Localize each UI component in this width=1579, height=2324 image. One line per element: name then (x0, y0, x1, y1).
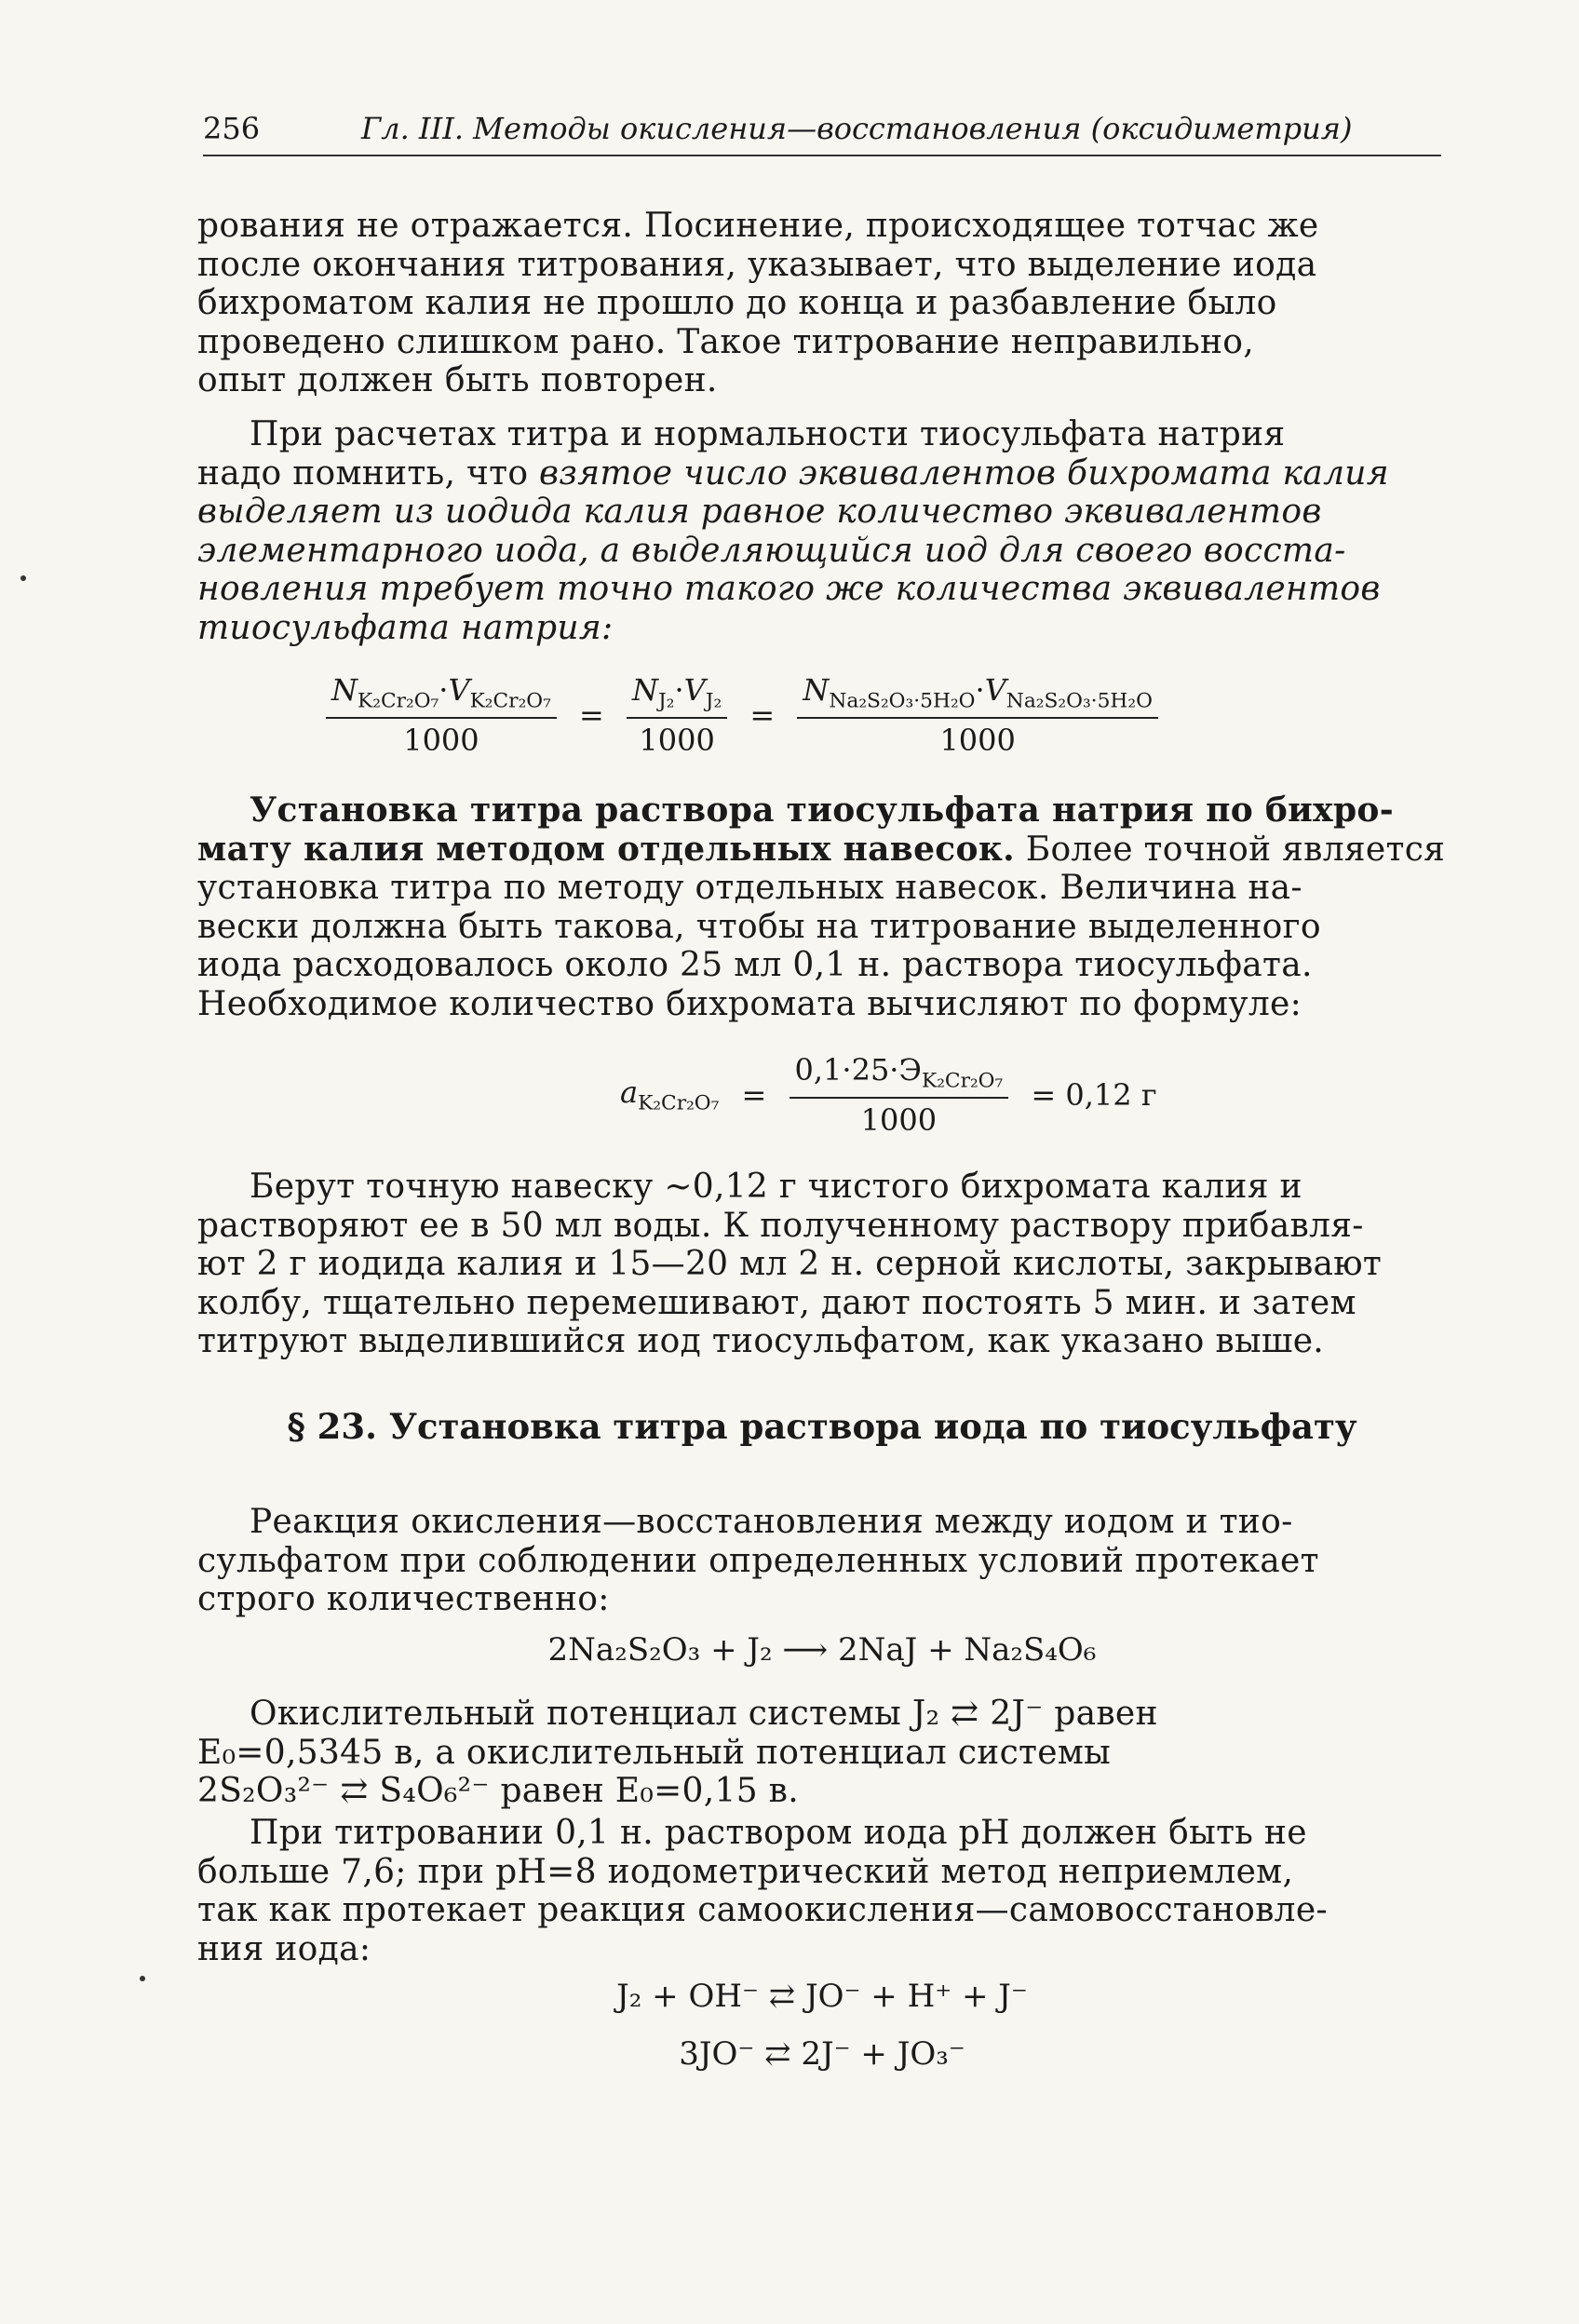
text-line: ют 2 г иодида калия и 15—20 мл 2 н. серной кислоты, закрывают (197, 1245, 1383, 1283)
text-line: сульфатом при соблюдении определенных условий протекает (197, 1541, 1319, 1580)
text-line: E₀=0,5345 в, а окислительный потенциал системы (197, 1733, 1112, 1772)
text-line: Реакция окисления—восстановления между иодом и тио- (250, 1503, 1293, 1541)
text-line: новления требует точно такого же количества эквивалентов (197, 570, 1381, 608)
text-line: тиосульфата натрия: (197, 608, 614, 647)
paragraph-2 (197, 415, 1432, 647)
text-line: иода расходовалось около 25 мл 0,1 н. раствора тиосульфата. (197, 946, 1313, 984)
text-line: элементарного иода, а выделяющийся иод для своего восста- (197, 531, 1346, 570)
fraction-dichromate: $\frac{N_{K_2Cr_2O_7}\cdot V_{K_2Cr_2O_7}}{1000}$ (326, 672, 557, 758)
text-line: При титровании 0,1 н. раствором иода pH должен быть не (250, 1814, 1307, 1852)
fraction-thiosulfate: $\frac{N_{Na_2S_2O_3\cdot 5H_2O}\cdot V_{Na_2S_2O_3\cdot 5H_2O}}{1000}$ (797, 672, 1158, 758)
page-number: 256 (203, 111, 261, 146)
text-line: Берут точную навеску ~0,12 г чистого бихромата калия и (250, 1168, 1302, 1206)
text-line: рования не отражается. Посинение, происходящее тотчас же (197, 207, 1319, 245)
bold-heading-line: Установка титра раствора тиосульфата натрия по бихро- (250, 790, 1394, 830)
text-line: опыт должен быть повторен. (197, 361, 718, 399)
text-line: ния иода: (197, 1929, 371, 1968)
mass-formula: $a_{K_2Cr_2O_7}$ = $\frac{0,1\cdot 25\cdot Э_{K_2Cr_2O_7}}{1000}$ = 0,12 г (620, 1052, 1157, 1138)
fraction-iodine: $\frac{N_{J_2}\cdot V_{J_2}}{1000}$ (627, 672, 727, 758)
text-line: так как протекает реакция самоокисления—самовосстановле- (197, 1891, 1328, 1929)
section-heading: § 23. Установка титра раствора иода по тиосульфату (287, 1406, 1357, 1447)
text-line: Окислительный потенциал системы J₂ ⇄ 2J⁻ равен (250, 1695, 1158, 1733)
text-line: При расчетах титра и нормальности тиосульфата натрия (250, 415, 1286, 453)
text-line: после окончания титрования, указывает, что выделение иода (197, 245, 1317, 284)
text-line: 2S₂O₃²⁻ ⇄ S₄O₆²⁻ равен E₀=0,15 в. (197, 1772, 799, 1810)
scan-speck (140, 1976, 145, 1981)
scan-speck (20, 575, 26, 581)
text-line: надо помнить, что взятое число эквивалентов бихромата калия (197, 453, 1389, 493)
text-line: титруют выделившийся иод тиосульфатом, как указано выше. (197, 1322, 1325, 1360)
running-header (203, 110, 1441, 156)
paragraph-3 (197, 790, 1446, 1023)
paragraph-1 (197, 207, 1432, 400)
text-line: растворяют ее в 50 мл воды. К полученному раствору прибавля- (197, 1206, 1364, 1245)
reaction-hypoiodite-disproportionation: 3JO⁻ ⇄ 2J⁻ + JO₃⁻ (679, 2035, 965, 2073)
paragraph-5 (197, 1503, 1432, 1619)
text-line: строго количественно: (197, 1580, 610, 1618)
text-line: установка титра по методу отдельных навесок. Величина на- (197, 869, 1302, 907)
reaction-thiosulfate-iodine: 2Na₂S₂O₃ + J₂ ⟶ 2NaJ + Na₂S₄O₆ (547, 1631, 1097, 1669)
text-line: мату калия методом отдельных навесок. Более точной является (197, 829, 1446, 869)
text-line: бихроматом калия не прошло до конца и разбавление было (197, 284, 1277, 322)
text-line: проведено слишком рано. Такое титрование неправильно, (197, 322, 1254, 361)
text-line: больше 7,6; при pH=8 иодометрический метод неприемлем, (197, 1852, 1294, 1891)
reaction-iodine-hydrolysis: J₂ + OH⁻ ⇄ JO⁻ + H⁺ + J⁻ (616, 1978, 1028, 2015)
text-line: Необходимое количество бихромата вычисляют по формуле: (197, 984, 1302, 1023)
fraction-mass: $\frac{0,1\cdot 25\cdot Э_{K_2Cr_2O_7}}{1000}$ (790, 1052, 1009, 1138)
text-line: колбу, тщательно перемешивают, дают постоять 5 мин. и затем (197, 1283, 1356, 1322)
text-line: вески должна быть такова, чтобы на титрование выделенного (197, 907, 1321, 946)
paragraph-7 (197, 1814, 1432, 1968)
paragraph-6 (197, 1695, 1432, 1811)
normality-equation: $\frac{N_{K_2Cr_2O_7}\cdot V_{K_2Cr_2O_7}}{1000}$ = $\frac{N_{J_2}\cdot V_{J_2}}{1000}$ = $\frac{N_{Na_2S_2O_3\cdot 5H_2O}\cdot V_{Na_2S_2O_3\cdot 5H_2O}}{1000}$ (326, 672, 1158, 758)
text-line: выделяет из иодида калия равное количество эквивалентов (197, 493, 1322, 531)
chapter-title: Гл. III. Методы окисления—восстановления (оксидиметрия) (361, 111, 1353, 146)
paragraph-4 (197, 1168, 1432, 1361)
